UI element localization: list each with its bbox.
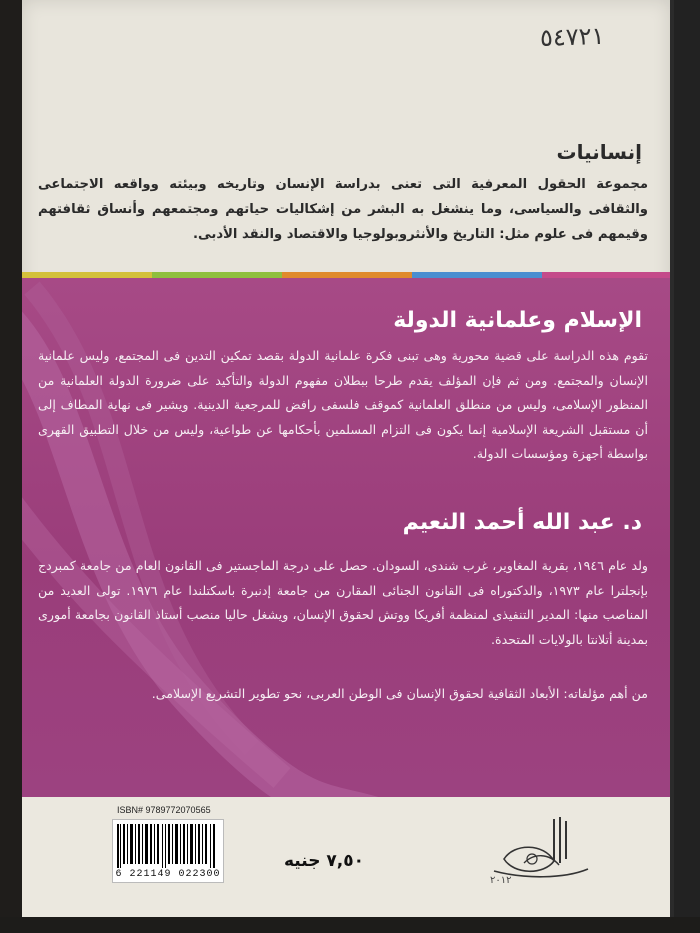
scan-background-left <box>0 0 24 933</box>
scan-background-right <box>674 0 700 933</box>
scan-background-bottom <box>0 917 700 933</box>
handwritten-catalog-number: ٥٤٧٢١ <box>539 21 605 53</box>
publisher-year: ٢٠١٢ <box>490 875 512 886</box>
author-bio: ولد عام ١٩٤٦، بقرية المغاوير، غرب شندى، السودان. حصل على درجة الماجستير فى القانون العام من جامعة كمبردج بإنجلترا عام ١٩٧٣، والدكتوراه فى القانون الجنائى المقارن من جامعة إدنبرة باسكتلندا عام ١٩٧٦. تولى العديد من المناصب منها: المدير التنفيذى لمنظمة أفريكا ووتش لحقوق الإنسان، ويشغل حاليا منصب أستاذ القانون بجامعة أمورى بمدينة أتلانتا بالولايات المتحدة. <box>38 558 648 647</box>
author-name: د. عبد الله أحمد النعيم <box>402 510 642 535</box>
isbn-label: ISBN# 9789772070565 <box>117 805 211 815</box>
author-works: من أهم مؤلفاته: الأبعاد الثقافية لحقوق الإنسان فى الوطن العربى، نحو تطوير التشريع الإسلامى. <box>151 686 648 701</box>
cover-footer <box>22 797 670 917</box>
series-title: إنسانيات <box>556 140 642 164</box>
book-back-cover <box>22 0 670 917</box>
series-description: مجموعة الحقول المعرفية التى تعنى بدراسة الإنسان وتاريخه وبيئته وواقعه الاجتماعى والثقافى والسياسى، وما ينشغل به البشر من إشكاليات حياتهم ومجتمعهم وأنساق ثقافتهم وقيمهم فى علوم مثل: التاريخ والأنثروبولوجيا والاقتصاد والنقد الأدبى. <box>38 177 648 242</box>
book-summary: تقوم هذه الدراسة على قضية محورية وهى تبنى فكرة علمانية الدولة بقصد تمكين التدين فى المجتمع، وليس علمانية الإنسان والمجتمع. ومن ثم فإن المؤلف يقدم طرحا ببطلان مفهوم الدولة والتأكيد على ضرورة الدولة العلمانية من المنظور الإسلامى، وليس من منطلق العلمانية كموقف فلسفى رافض للمرجعية الدينية. ويشير فى نهاية المطاف إلى أن مستقبل الشريعة الإسلامية إنما يكون فى التزام المسلمين بأحكامها عن طواعية، وليس من خلال التطبيق القهرى بواسطة أجهزة ومؤسسات الدولة. <box>38 348 648 461</box>
barcode-bars <box>117 824 219 868</box>
book-title: الإسلام وعلمانية الدولة <box>393 308 642 333</box>
barcode-number: 6 221149 022300 <box>115 869 221 880</box>
price: ٧,٥٠ جنيه <box>284 851 364 871</box>
barcode <box>112 819 224 883</box>
purple-panel <box>22 278 670 797</box>
